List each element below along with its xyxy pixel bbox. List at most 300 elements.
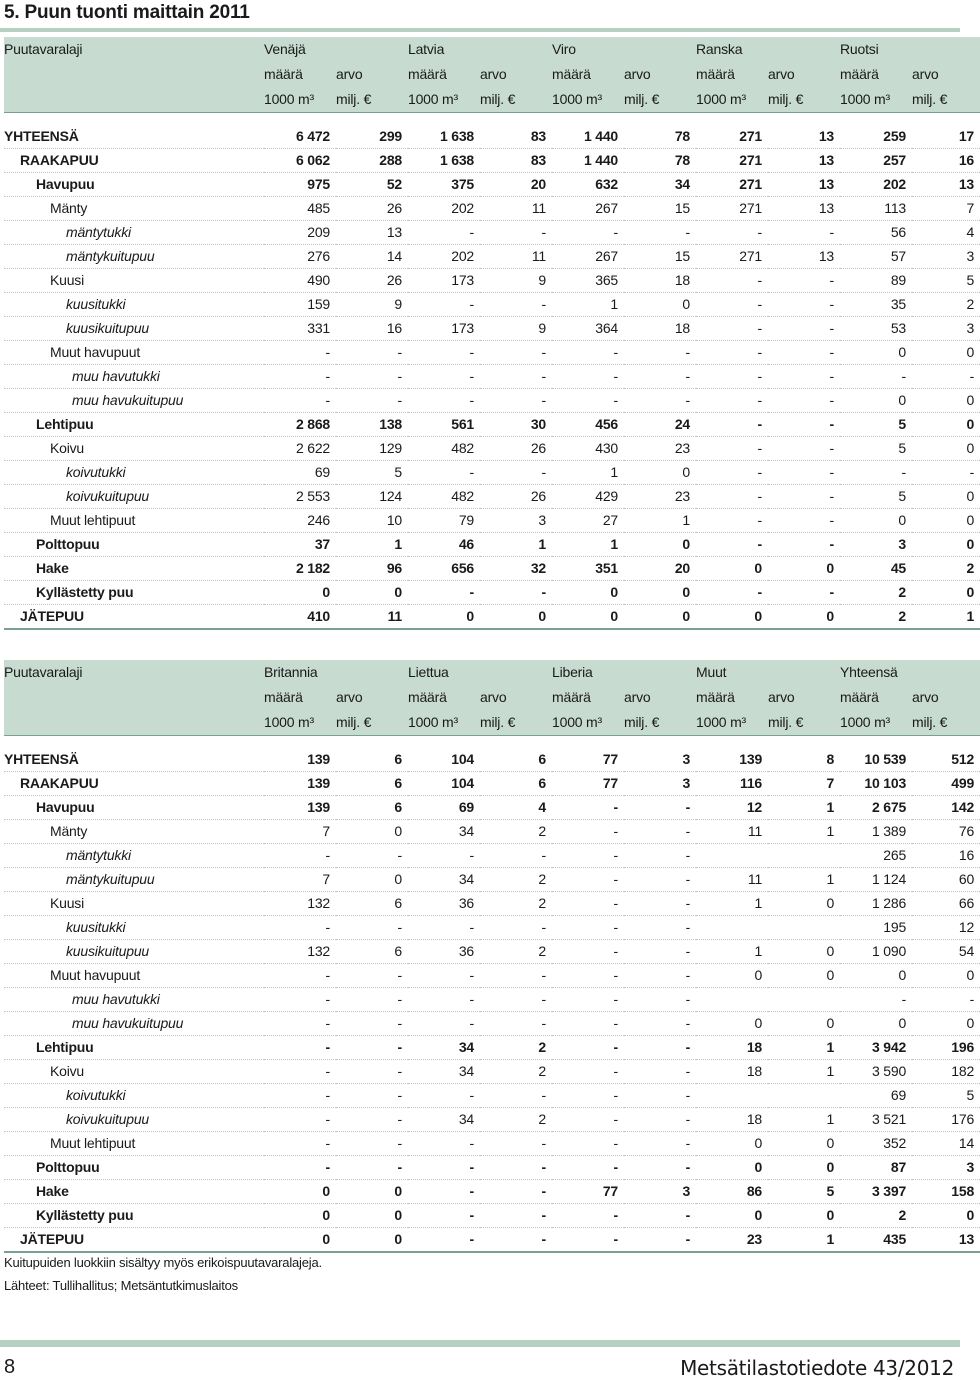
volume-cell: 0 [264, 1228, 336, 1253]
title-divider [0, 28, 960, 32]
value-cell: - [336, 1084, 408, 1108]
value-cell: - [768, 437, 840, 461]
volume-cell: 23 [696, 1228, 768, 1253]
volume-cell: 69 [408, 796, 480, 820]
unit-header-volume: 1000 m³ [696, 710, 768, 736]
volume-cell: 12 [696, 796, 768, 820]
value-cell: 18 [624, 317, 696, 341]
value-cell: - [912, 365, 980, 389]
value-cell: - [768, 485, 840, 509]
volume-cell: 7 [264, 820, 336, 844]
header-blank [4, 87, 264, 113]
volume-cell: 10 539 [840, 748, 912, 772]
value-cell: 1 [336, 533, 408, 557]
table-row [4, 125, 980, 149]
value-cell: 6 [480, 748, 552, 772]
measure-header-volume: määrä [552, 66, 591, 82]
volume-cell: 195 [840, 916, 912, 940]
value-cell: - [912, 461, 980, 485]
country-header: Yhteensä [840, 664, 898, 680]
value-cell: 0 [912, 485, 980, 509]
value-cell: 13 [912, 173, 980, 197]
volume-cell: - [696, 437, 768, 461]
header-row-countries [4, 37, 980, 62]
volume-cell: - [552, 1204, 624, 1228]
volume-cell: 1 389 [840, 820, 912, 844]
table-row [4, 317, 980, 341]
value-cell: 0 [336, 1180, 408, 1204]
volume-cell: 132 [264, 940, 336, 964]
volume-cell: 77 [552, 1180, 624, 1204]
volume-cell: 139 [264, 772, 336, 796]
volume-cell: - [552, 988, 624, 1012]
table-row [4, 221, 980, 245]
volume-cell: 11 [696, 820, 768, 844]
volume-cell: 1 440 [552, 125, 624, 149]
row-label: muu havutukki [4, 365, 264, 389]
unit-header-volume: 1000 m³ [264, 710, 336, 736]
row-label: Muut havupuut [4, 964, 264, 988]
value-cell: 0 [912, 509, 980, 533]
measure-header-value: arvo [480, 689, 507, 705]
volume-cell: 2 [840, 581, 912, 605]
volume-cell [696, 844, 768, 868]
volume-cell: 69 [840, 1084, 912, 1108]
header-label: Puutavaralaji [4, 664, 83, 680]
row-label: RAAKAPUU [4, 149, 264, 173]
value-cell: 0 [912, 533, 980, 557]
volume-cell: - [696, 485, 768, 509]
value-cell: - [624, 820, 696, 844]
table-row [4, 1180, 980, 1204]
value-cell: - [480, 365, 552, 389]
value-cell: 13 [768, 149, 840, 173]
volume-cell: 0 [696, 1132, 768, 1156]
table-row [4, 964, 980, 988]
measure-header-value: arvo [336, 689, 363, 705]
spacer-row [4, 113, 980, 126]
row-label: mäntytukki [4, 221, 264, 245]
value-cell: - [624, 365, 696, 389]
value-cell: 54 [912, 940, 980, 964]
volume-cell: 34 [408, 868, 480, 892]
row-label: koivukuitupuu [4, 1108, 264, 1132]
volume-cell: 18 [696, 1108, 768, 1132]
value-cell: 176 [912, 1108, 980, 1132]
value-cell: 12 [912, 916, 980, 940]
volume-cell: 11 [696, 868, 768, 892]
value-cell: 16 [336, 317, 408, 341]
value-cell: 26 [336, 197, 408, 221]
volume-cell: 0 [264, 1180, 336, 1204]
volume-cell: 0 [696, 964, 768, 988]
value-cell: 17 [912, 125, 980, 149]
volume-cell: 1 090 [840, 940, 912, 964]
unit-header-volume: 1000 m³ [696, 87, 768, 113]
header-blank [4, 685, 264, 710]
value-cell: 0 [912, 341, 980, 365]
unit-header-value: milj. € [912, 87, 980, 113]
value-cell: 16 [912, 149, 980, 173]
volume-cell: 35 [840, 293, 912, 317]
unit-header-volume: 1000 m³ [840, 710, 912, 736]
import-table-1 [4, 37, 980, 630]
value-cell: - [624, 221, 696, 245]
volume-cell: 1 [552, 293, 624, 317]
volume-cell: - [840, 988, 912, 1012]
volume-cell: 5 [840, 413, 912, 437]
value-cell: - [624, 964, 696, 988]
table-row [4, 1036, 980, 1060]
row-label: Mänty [4, 820, 264, 844]
volume-cell: 0 [264, 581, 336, 605]
volume-cell: 246 [264, 509, 336, 533]
volume-cell: 104 [408, 772, 480, 796]
measure-header-volume: määrä [408, 689, 447, 705]
table-row [4, 988, 980, 1012]
volume-cell: 0 [408, 605, 480, 630]
value-cell: - [336, 1132, 408, 1156]
measure-header-volume: määrä [408, 66, 447, 82]
unit-header-value: milj. € [624, 87, 696, 113]
volume-cell: 482 [408, 437, 480, 461]
value-cell: - [624, 1132, 696, 1156]
table-row [4, 293, 980, 317]
value-cell: - [480, 1228, 552, 1253]
volume-cell: - [408, 988, 480, 1012]
value-cell: 3 [912, 317, 980, 341]
value-cell: - [624, 844, 696, 868]
volume-cell: 79 [408, 509, 480, 533]
row-label: koivukuitupuu [4, 485, 264, 509]
volume-cell: 1 286 [840, 892, 912, 916]
value-cell: 2 [480, 868, 552, 892]
unit-header-volume: 1000 m³ [408, 710, 480, 736]
value-cell: 0 [912, 581, 980, 605]
value-cell: - [480, 964, 552, 988]
volume-cell: 0 [840, 341, 912, 365]
volume-cell: - [696, 581, 768, 605]
value-cell: 13 [912, 1228, 980, 1253]
row-label: Havupuu [4, 173, 264, 197]
value-cell: 182 [912, 1060, 980, 1084]
row-label: mäntykuitupuu [4, 868, 264, 892]
volume-cell: - [696, 365, 768, 389]
volume-cell: 271 [696, 173, 768, 197]
volume-cell: 0 [696, 1204, 768, 1228]
volume-cell: 2 [840, 605, 912, 630]
unit-header-value: milj. € [336, 87, 408, 113]
value-cell: 0 [624, 461, 696, 485]
value-cell: - [336, 1036, 408, 1060]
volume-cell: 113 [840, 197, 912, 221]
volume-cell: 2 622 [264, 437, 336, 461]
value-cell: 0 [768, 557, 840, 581]
measure-header-value: arvo [624, 689, 651, 705]
volume-cell: 202 [408, 245, 480, 269]
value-cell: - [768, 581, 840, 605]
volume-cell: 485 [264, 197, 336, 221]
volume-cell: 1 [696, 892, 768, 916]
volume-cell: - [264, 341, 336, 365]
measure-header-value: arvo [480, 66, 507, 82]
value-cell: - [480, 341, 552, 365]
volume-cell: - [264, 1156, 336, 1180]
volume-cell: - [408, 581, 480, 605]
volume-cell: 351 [552, 557, 624, 581]
volume-cell: - [696, 293, 768, 317]
value-cell: 0 [912, 437, 980, 461]
volume-cell: 202 [408, 197, 480, 221]
volume-cell: 87 [840, 1156, 912, 1180]
value-cell: 9 [480, 269, 552, 293]
volume-cell: - [552, 365, 624, 389]
value-cell: 1 [768, 820, 840, 844]
volume-cell: - [408, 365, 480, 389]
volume-cell: 271 [696, 245, 768, 269]
row-label: kuusikuitupuu [4, 940, 264, 964]
page-number: 8 [4, 1356, 16, 1378]
value-cell: - [624, 916, 696, 940]
row-label: Kyllästetty puu [4, 1204, 264, 1228]
value-cell: 83 [480, 149, 552, 173]
value-cell: 66 [912, 892, 980, 916]
table-row [4, 1060, 980, 1084]
value-cell [768, 916, 840, 940]
volume-cell: - [408, 1084, 480, 1108]
volume-cell: - [552, 964, 624, 988]
value-cell: 14 [912, 1132, 980, 1156]
volume-cell: 0 [840, 509, 912, 533]
volume-cell: 364 [552, 317, 624, 341]
measure-header-volume: määrä [696, 689, 735, 705]
row-label: Hake [4, 1180, 264, 1204]
volume-cell: 34 [408, 1036, 480, 1060]
value-cell: 0 [912, 1204, 980, 1228]
value-cell: 0 [336, 820, 408, 844]
value-cell: 0 [768, 964, 840, 988]
value-cell: 6 [336, 940, 408, 964]
value-cell: - [480, 1012, 552, 1036]
value-cell: - [480, 581, 552, 605]
value-cell: 5 [336, 461, 408, 485]
value-cell: 23 [624, 485, 696, 509]
volume-cell: 632 [552, 173, 624, 197]
volume-cell: 271 [696, 197, 768, 221]
volume-cell: - [408, 341, 480, 365]
volume-cell: 173 [408, 317, 480, 341]
value-cell: 5 [768, 1180, 840, 1204]
volume-cell: - [552, 796, 624, 820]
value-cell: 196 [912, 1036, 980, 1060]
volume-cell: - [264, 1084, 336, 1108]
volume-cell: 0 [696, 1156, 768, 1180]
country-header: Viro [552, 41, 576, 57]
value-cell: 11 [336, 605, 408, 630]
value-cell: 6 [336, 892, 408, 916]
volume-cell: 656 [408, 557, 480, 581]
value-cell: - [624, 868, 696, 892]
volume-cell: 482 [408, 485, 480, 509]
value-cell: 0 [768, 605, 840, 630]
unit-header-volume: 1000 m³ [552, 710, 624, 736]
volume-cell: - [696, 413, 768, 437]
table-row [4, 557, 980, 581]
volume-cell: 77 [552, 772, 624, 796]
volume-cell: 1 638 [408, 125, 480, 149]
volume-cell: - [552, 341, 624, 365]
row-label: Kyllästetty puu [4, 581, 264, 605]
volume-cell: 2 868 [264, 413, 336, 437]
volume-cell: 132 [264, 892, 336, 916]
volume-cell: 2 [840, 1204, 912, 1228]
volume-cell: - [264, 1036, 336, 1060]
value-cell: - [624, 341, 696, 365]
page-title: 5. Puun tuonti maittain 2011 [4, 2, 250, 23]
table-row [4, 796, 980, 820]
value-cell: - [480, 389, 552, 413]
value-cell: 3 [480, 509, 552, 533]
row-label: mäntytukki [4, 844, 264, 868]
volume-cell: - [552, 1036, 624, 1060]
volume-cell: 53 [840, 317, 912, 341]
volume-cell [696, 988, 768, 1012]
volume-cell: 173 [408, 269, 480, 293]
volume-cell: 0 [264, 1204, 336, 1228]
value-cell: 0 [768, 1204, 840, 1228]
value-cell: 20 [480, 173, 552, 197]
value-cell: 23 [624, 437, 696, 461]
volume-cell: - [552, 1108, 624, 1132]
value-cell: 2 [912, 293, 980, 317]
volume-cell: - [408, 844, 480, 868]
volume-cell: 490 [264, 269, 336, 293]
row-label: YHTEENSÄ [4, 748, 264, 772]
volume-cell: 89 [840, 269, 912, 293]
unit-header-volume: 1000 m³ [840, 87, 912, 113]
volume-cell: - [696, 461, 768, 485]
volume-cell: - [408, 1204, 480, 1228]
row-label: Muut lehtipuut [4, 1132, 264, 1156]
table-row [4, 820, 980, 844]
value-cell: 9 [336, 293, 408, 317]
table-row [4, 581, 980, 605]
value-cell: 9 [480, 317, 552, 341]
volume-cell: 1 638 [408, 149, 480, 173]
value-cell: - [480, 988, 552, 1012]
unit-header-value: milj. € [768, 87, 840, 113]
value-cell: 16 [912, 844, 980, 868]
volume-cell: 331 [264, 317, 336, 341]
value-cell: 0 [768, 1156, 840, 1180]
table-row [4, 197, 980, 221]
value-cell: 26 [480, 485, 552, 509]
volume-cell: - [696, 341, 768, 365]
volume-cell: 6 062 [264, 149, 336, 173]
unit-header-volume: 1000 m³ [552, 87, 624, 113]
footer-divider [0, 1340, 960, 1347]
value-cell: - [336, 389, 408, 413]
value-cell [768, 988, 840, 1012]
value-cell: - [624, 892, 696, 916]
value-cell: 0 [624, 605, 696, 630]
spacer-cell [4, 113, 980, 126]
value-cell: 3 [624, 748, 696, 772]
volume-cell: - [408, 461, 480, 485]
volume-cell: - [552, 1156, 624, 1180]
value-cell: 1 [768, 1228, 840, 1253]
value-cell: 4 [480, 796, 552, 820]
volume-cell: 45 [840, 557, 912, 581]
value-cell: - [480, 461, 552, 485]
volume-cell: - [840, 365, 912, 389]
value-cell: - [624, 796, 696, 820]
header-blank [4, 710, 264, 736]
unit-header-value: milj. € [480, 710, 552, 736]
volume-cell: 5 [840, 437, 912, 461]
spacer-row [4, 736, 980, 749]
table-row [4, 892, 980, 916]
row-label: YHTEENSÄ [4, 125, 264, 149]
country-header: Latvia [408, 41, 445, 57]
value-cell: 34 [624, 173, 696, 197]
volume-cell: 2 182 [264, 557, 336, 581]
value-cell: - [768, 413, 840, 437]
value-cell: 0 [336, 868, 408, 892]
table-row [4, 1132, 980, 1156]
row-label: Mänty [4, 197, 264, 221]
row-label: Polttopuu [4, 533, 264, 557]
value-cell: - [768, 317, 840, 341]
volume-cell: - [552, 940, 624, 964]
value-cell: - [768, 389, 840, 413]
volume-cell: - [408, 1180, 480, 1204]
publication-name: Metsätilastotiedote 43/2012 [680, 1356, 954, 1380]
row-label: muu havukuitupuu [4, 1012, 264, 1036]
value-cell: - [336, 988, 408, 1012]
volume-cell: - [264, 365, 336, 389]
value-cell: - [624, 1204, 696, 1228]
table-row [4, 149, 980, 173]
value-cell: - [336, 341, 408, 365]
value-cell: 0 [624, 581, 696, 605]
volume-cell: 257 [840, 149, 912, 173]
volume-cell: - [408, 1228, 480, 1253]
volume-cell: 975 [264, 173, 336, 197]
header-blank [4, 62, 264, 87]
volume-cell: 6 472 [264, 125, 336, 149]
value-cell: 6 [336, 748, 408, 772]
header-row-countries [4, 660, 980, 685]
value-cell: 2 [480, 892, 552, 916]
value-cell: 18 [624, 269, 696, 293]
value-cell: - [336, 365, 408, 389]
value-cell: - [480, 1156, 552, 1180]
value-cell: - [336, 1108, 408, 1132]
table-row [4, 1228, 980, 1253]
header-row-measures [4, 685, 980, 710]
value-cell: 3 [624, 772, 696, 796]
value-cell: 2 [480, 1036, 552, 1060]
measure-header-value: arvo [912, 689, 939, 705]
volume-cell: 259 [840, 125, 912, 149]
volume-cell: 0 [696, 1012, 768, 1036]
volume-cell: - [408, 916, 480, 940]
value-cell: 142 [912, 796, 980, 820]
value-cell: - [912, 988, 980, 1012]
country-header: Britannia [264, 664, 318, 680]
value-cell: 13 [768, 245, 840, 269]
